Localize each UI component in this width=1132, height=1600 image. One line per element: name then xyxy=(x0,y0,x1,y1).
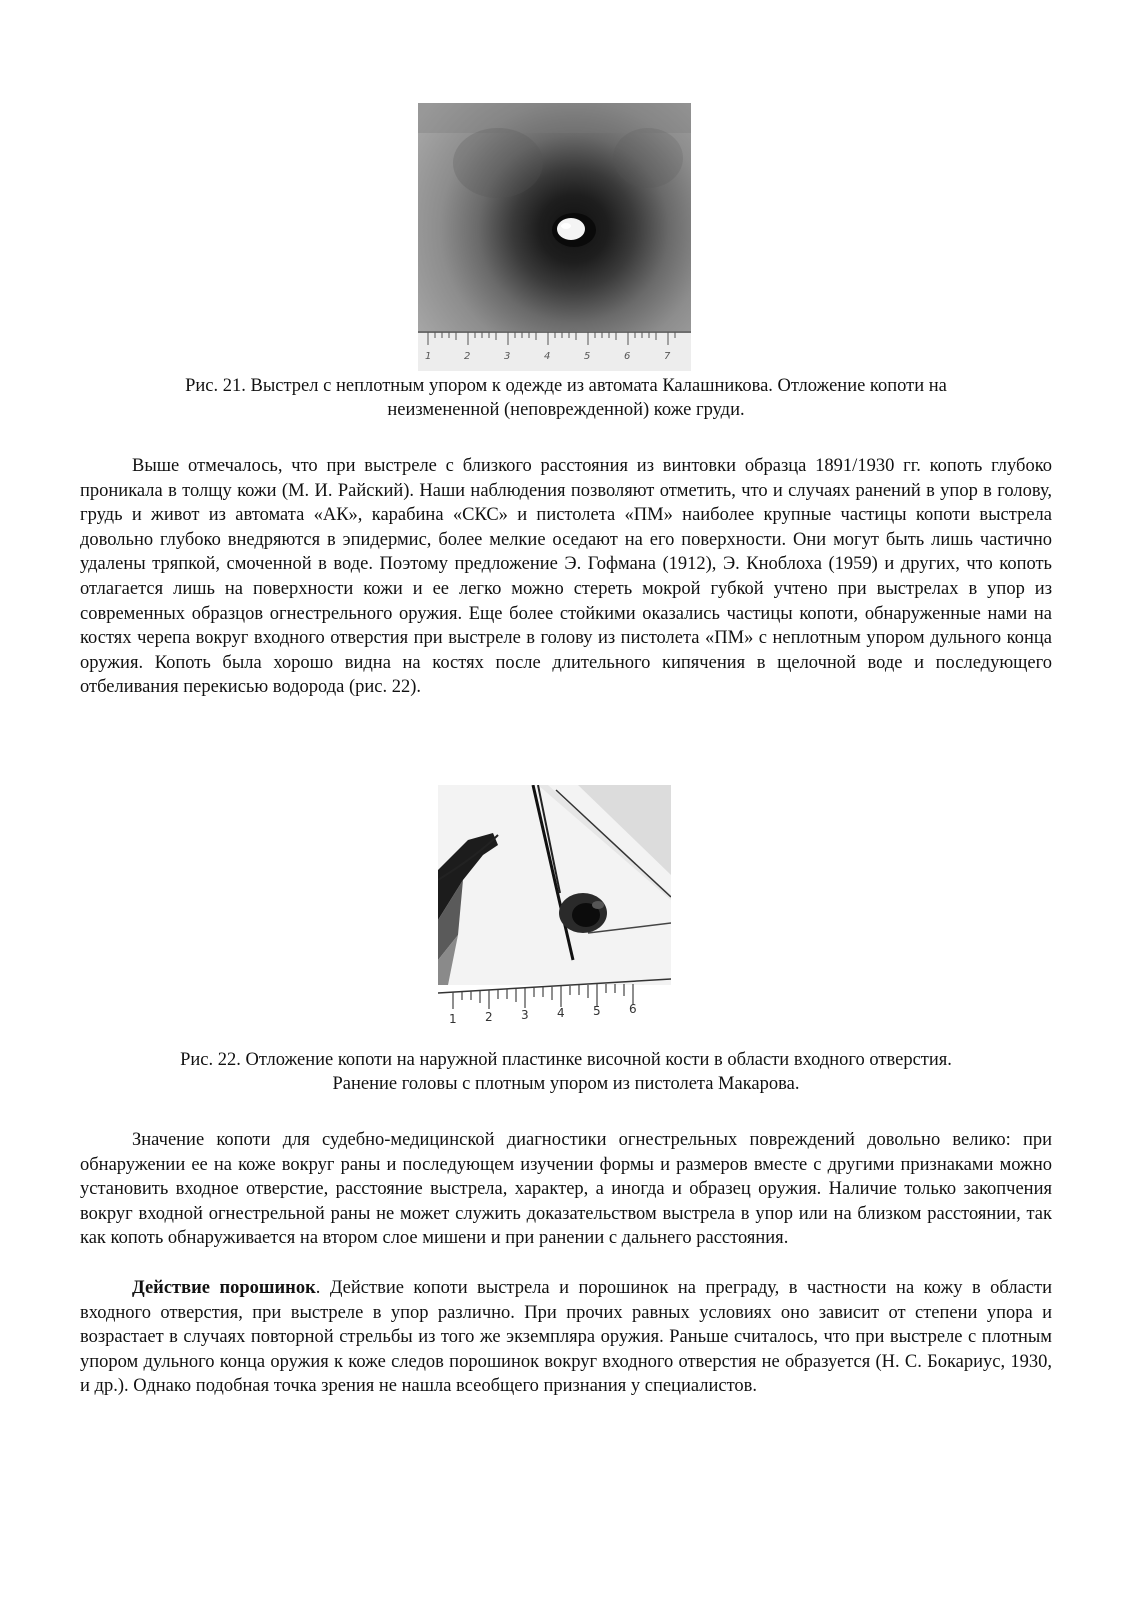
scale-ruler xyxy=(418,331,691,371)
scale-number: 1 xyxy=(449,1012,457,1026)
figure-22-photo xyxy=(438,785,671,1045)
caption-line: Ранение головы с плотным упором из пистолета Макарова. xyxy=(332,1074,800,1094)
figure-21-scale xyxy=(418,331,691,371)
caption-line: Рис. 22. Отложение копоти на наружной пластинке височной кости в области входного отверстия. xyxy=(180,1050,952,1070)
scale-ruler xyxy=(438,983,671,1045)
scale-number: 3 xyxy=(504,351,511,362)
scale-number: 5 xyxy=(584,351,591,362)
scale-number: 5 xyxy=(593,1004,601,1018)
scale-number: 1 xyxy=(425,351,432,362)
caption-line: Рис. 21. Выстрел с неплотным упором к одежде из автомата Калашникова. Отложение копоти на xyxy=(185,376,947,396)
scale-number: 6 xyxy=(624,351,631,362)
figure-21-caption xyxy=(80,374,1052,422)
paragraph-3 xyxy=(80,1276,1052,1399)
paragraph-2: Значение копоти для судебно-медицинской диагностики огнестрельных повреждений довольно велико: при обнаружении ее на коже вокруг раны и последующем изучении формы и размеров вместе с другими признаками можно установить входное отверстие, расстояние выстрела, характер, а иногда и образец оружия. Наличие только закопчения вокруг входной огнестрельной раны не может служить доказательством выстрела в упор или на близком расстоянии, так как копоть обнаруживается на втором слое мишени и при ранении с дальнего расстояния. xyxy=(80,1130,1052,1249)
scale-number: 2 xyxy=(464,351,471,362)
scale-number: 4 xyxy=(557,1006,565,1020)
scale-number: 7 xyxy=(664,351,671,362)
figure-22-scale xyxy=(438,983,671,1045)
paragraph-1: Выше отмечалось, что при выстреле с близкого расстояния из винтовки образца 1891/1930 гг. копоть глубоко проникала в толщу кожи (М. И. Райский). Наши наблюдения позволяют отметить, что и случаях ранений в упор в голову, грудь и живот из автомата «АК», карабина «СКС» и пистолета «ПМ» наиболее крупные частицы копоти выстрела довольно глубоко внедряются в эпидермис, более мелкие оседают на его поверхности. Они могут быть лишь частично удалены тряпкой, смоченной в воде. Поэтому предложение Э. Гофмана (1912), Э. Кноблоха (1959) и других, что копоть отлагается лишь на поверхности кожи и ее легко можно стереть мокрой губкой учтено при выстрелах в упор из современных образцов огнестрельного оружия. Еще более стойкими оказались частицы копоти, обнаруженные нами на костях черепа вокруг входного отверстия при выстреле в голову из пистолета «ПМ» с неплотным упором дульного конца оружия. Копоть была хорошо видна на костях после длительного кипячения в щелочной воде и последующего отбеливания перекисью водорода (рис. 22). xyxy=(80,456,1052,698)
section-heading: Действие порошинок xyxy=(132,1278,316,1298)
figure-22-caption xyxy=(80,1048,1052,1096)
figure-21-photo xyxy=(418,103,691,371)
scale-number: 3 xyxy=(521,1008,529,1022)
paragraph-text: . Действие копоти выстрела и порошинок на преграду, в частности на кожу в области входного отверстия, при выстреле в упор различно. При прочих равных условиях оно зависит от степени упора и возрастает в случаях повторной стрельбы из того же экземпляра оружия. Раньше считалось, что при выстреле с плотным упором дульного конца оружия к коже следов порошинок вокруг входного отверстия не образуется (Н. С. Бокариус, 1930, и др.). Однако подобная точка зрения не нашла всеобщего признания у специалистов. xyxy=(80,1278,1052,1397)
caption-line: неизмененной (неповрежденной) коже груди. xyxy=(387,400,745,420)
scale-number: 2 xyxy=(485,1010,493,1024)
scale-number: 6 xyxy=(629,1002,637,1016)
scale-number: 4 xyxy=(544,351,551,362)
